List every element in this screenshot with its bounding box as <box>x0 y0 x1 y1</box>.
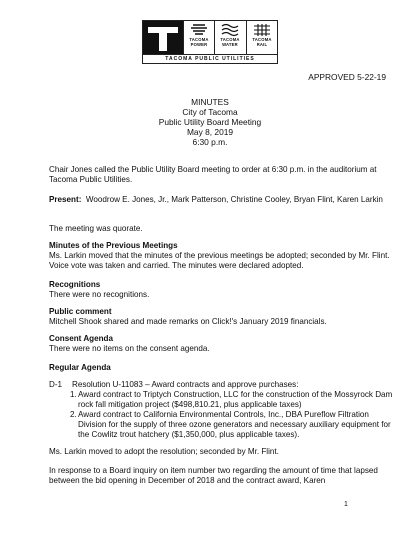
logo-utilities-label: TACOMA PUBLIC UTILITIES <box>143 54 277 64</box>
rail-icon <box>247 22 277 53</box>
inquiry-text: In response to a Board inquiry on item number two regarding the amount of time that lapsed between the bid opening in December of 2018 and the contract award, Karen <box>49 466 378 485</box>
quorum-text: The meeting was quorate. <box>49 224 143 233</box>
public-comment-text: Mitchell Shook shared and made remarks on Click!'s January 2019 financials. <box>49 317 327 326</box>
board-name: Public Utility Board Meeting <box>158 117 262 127</box>
minutes-prev-text: Ms. Larkin moved that the minutes of the previous meetings be adopted; seconded by Mr. Flint. Voice vote was taken and carried. The minutes were declared adopted. <box>49 251 390 270</box>
logo-power-label: TACOMA POWER <box>189 37 209 47</box>
tacoma-public-utilities-logo <box>142 20 278 64</box>
list-item <box>70 410 394 440</box>
recognitions-heading: Recognitions <box>49 280 101 289</box>
intro-paragraph: Chair Jones called the Public Utility Board meeting to order at 6:30 p.m. in the auditorium at Tacoma Public Utilities. <box>49 165 377 184</box>
present-label: Present: <box>49 195 82 204</box>
public-comment-heading: Public comment <box>49 307 112 316</box>
list-item-number: 1. <box>70 390 77 399</box>
list-item-text: Award contract to California Environmental Controls, Inc., DBA Pureflow Filtration Division for the supply of three ozone generators and necessary auxiliary equipment for the Cowlitz trout hatchery ($1,350,000, plus applicable taxes). <box>78 410 391 439</box>
meeting-date: May 8, 2019 <box>186 127 234 137</box>
city-name: City of Tacoma <box>182 107 238 117</box>
logo-t-mark <box>143 21 183 54</box>
present-paragraph <box>49 195 391 205</box>
agenda-item-title: Resolution U-11083 – Award contracts and approve purchases: <box>72 380 299 389</box>
consent-heading: Consent Agenda <box>49 334 114 343</box>
agenda-item-id: D-1 <box>49 380 63 389</box>
minutes-prev-heading: Minutes of the Previous Meetings <box>49 241 178 250</box>
meeting-time: 6:30 p.m. <box>192 137 228 147</box>
list-item-text: Award contract to Triptych Construction, LLC for the construction of the Mossyrock Dam rock fall mitigation project ($498,810.21, plus applicable taxes) <box>78 390 393 409</box>
approval-stamp: APPROVED 5-22-19 <box>308 72 386 82</box>
minutes-title: MINUTES <box>191 97 229 107</box>
present-names: Woodrow E. Jones, Jr., Mark Patterson, Christine Cooley, Bryan Flint, Karen Larkin <box>85 195 383 204</box>
list-item-number: 2. <box>70 410 77 419</box>
list-item <box>70 390 394 410</box>
regular-agenda-heading: Regular Agenda <box>49 363 111 372</box>
page-number: 1 <box>344 501 348 508</box>
water-icon <box>215 22 245 53</box>
logo-rail-label: TACOMA RAIL <box>252 37 272 47</box>
motion-text: Ms. Larkin moved to adopt the resolution; seconded by Mr. Flint. <box>49 447 279 456</box>
consent-text: There were no items on the consent agenda. <box>49 344 210 353</box>
power-icon <box>184 22 214 53</box>
recognitions-text: There were no recognitions. <box>49 290 150 299</box>
logo-water-label: TACOMA WATER <box>220 37 240 47</box>
